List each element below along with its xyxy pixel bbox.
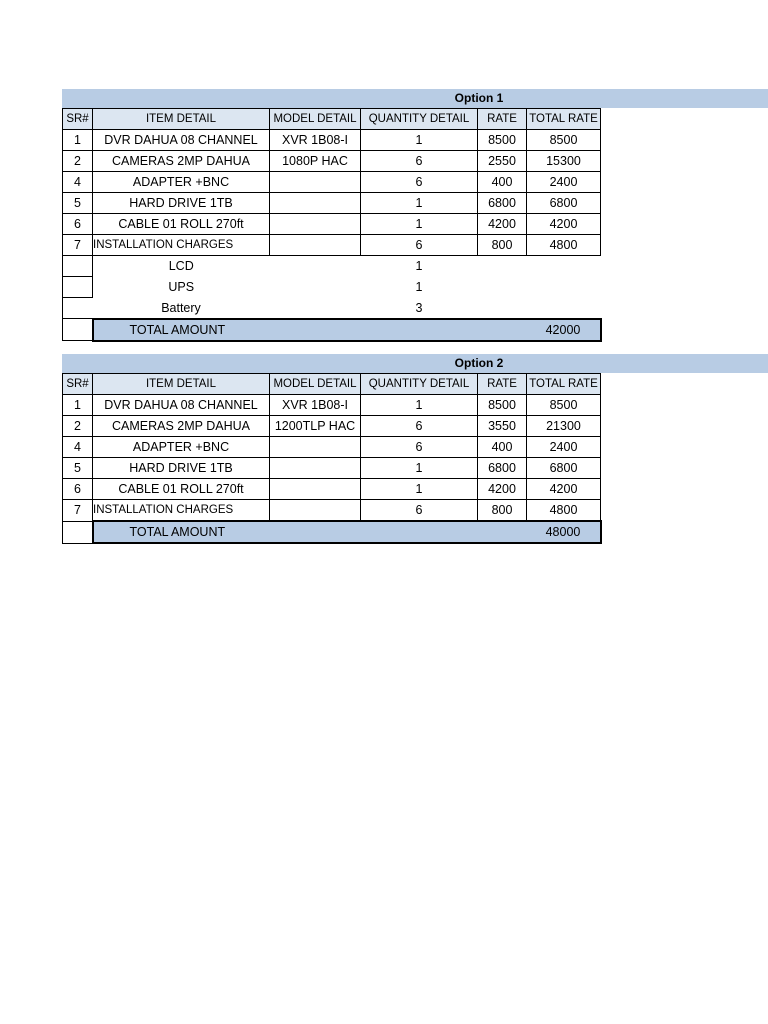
cell-total: 2400 <box>527 437 601 458</box>
cell-model <box>270 214 361 235</box>
cell-model: 1200TLP HAC <box>270 416 361 437</box>
cell-model <box>270 500 361 522</box>
cell-item: HARD DRIVE 1TB <box>93 458 270 479</box>
cell-item: DVR DAHUA 08 CHANNEL <box>93 130 270 151</box>
cell-item: INSTALLATION CHARGES <box>93 235 270 256</box>
cell-qty: 1 <box>361 395 478 416</box>
table-row <box>63 193 601 214</box>
table-header-row <box>63 374 601 395</box>
cell-rate: 400 <box>478 172 527 193</box>
cell-qty: 6 <box>361 437 478 458</box>
cell-total: 4200 <box>527 214 601 235</box>
cell-qty: 1 <box>361 214 478 235</box>
cell-total: 6800 <box>527 193 601 214</box>
cell-model <box>270 172 361 193</box>
header-sr: SR# <box>63 109 93 130</box>
cell-model <box>270 193 361 214</box>
total-row <box>63 319 601 341</box>
cell-empty <box>478 256 527 277</box>
header-item-detail: ITEM DETAIL <box>93 374 270 395</box>
cell-item: CAMERAS 2MP DAHUA <box>93 151 270 172</box>
cell-sr: 2 <box>63 416 93 437</box>
cell-rate: 800 <box>478 500 527 522</box>
cell-qty: 1 <box>415 280 423 294</box>
header-quantity-detail: QUANTITY DETAIL <box>361 109 478 130</box>
header-total-rate: TOTAL RATE <box>527 109 601 130</box>
cell-item: ADAPTER +BNC <box>93 172 270 193</box>
table-row <box>63 500 601 522</box>
cell-empty <box>527 298 601 319</box>
cell-sr-empty <box>63 277 93 298</box>
cell-rate: 3550 <box>478 416 527 437</box>
table-row <box>63 235 601 256</box>
cell-total: 4800 <box>527 500 601 522</box>
header-quantity-detail: QUANTITY DETAIL <box>361 374 478 395</box>
cell-model: XVR 1B08-I <box>270 130 361 151</box>
header-item-detail: ITEM DETAIL <box>93 109 270 130</box>
table-row <box>63 214 601 235</box>
header-rate: RATE <box>478 109 527 130</box>
cell-empty <box>527 256 601 277</box>
cell-item: LCD <box>168 259 194 274</box>
header-total-rate: TOTAL RATE <box>527 374 601 395</box>
extra-row <box>63 298 601 319</box>
cell-qty: 1 <box>361 458 478 479</box>
cell-qty: 3 <box>415 300 423 315</box>
option-1-header-band <box>62 89 768 108</box>
cell-total: 4800 <box>527 235 601 256</box>
cell-sr: 7 <box>63 235 93 256</box>
cell-qty: 1 <box>415 259 423 274</box>
option-2-table <box>62 373 602 544</box>
cell-rate: 4200 <box>478 479 527 500</box>
cell-rate: 6800 <box>478 458 527 479</box>
total-amount-label: TOTAL AMOUNT <box>93 319 478 341</box>
cell-sr: 6 <box>63 214 93 235</box>
cell-rate: 6800 <box>478 193 527 214</box>
cell-total: 8500 <box>527 395 601 416</box>
header-model-detail: MODEL DETAIL <box>270 374 361 395</box>
option-1-title: Option 1 <box>454 91 504 105</box>
cell-rate: 4200 <box>478 214 527 235</box>
cell-rate: 800 <box>478 235 527 256</box>
cell-item: CABLE 01 ROLL 270ft <box>93 214 270 235</box>
total-amount-label: TOTAL AMOUNT <box>93 521 478 543</box>
cell-qty: 1 <box>361 193 478 214</box>
cell-empty <box>478 521 527 543</box>
cell-total: 15300 <box>527 151 601 172</box>
cell-empty <box>478 298 527 319</box>
cell-qty: 6 <box>361 235 478 256</box>
cell-sr: 1 <box>63 130 93 151</box>
cell-qty: 1 <box>361 479 478 500</box>
cell-sr: 5 <box>63 458 93 479</box>
header-sr: SR# <box>63 374 93 395</box>
table-row <box>63 172 601 193</box>
header-model-detail: MODEL DETAIL <box>270 109 361 130</box>
cell-sr-empty <box>63 319 93 341</box>
cell-item: HARD DRIVE 1TB <box>93 193 270 214</box>
cell-sr: 1 <box>63 395 93 416</box>
cell-model <box>270 458 361 479</box>
total-amount-value: 42000 <box>527 319 601 341</box>
cell-empty <box>478 319 527 341</box>
cell-model <box>270 235 361 256</box>
option-1-table <box>62 108 602 342</box>
cell-rate: 400 <box>478 437 527 458</box>
cell-sr: 4 <box>63 437 93 458</box>
table-row <box>63 395 601 416</box>
cell-model-empty <box>270 256 361 277</box>
cell-item: CABLE 01 ROLL 270ft <box>93 479 270 500</box>
cell-item: DVR DAHUA 08 CHANNEL <box>93 395 270 416</box>
cell-qty: 1 <box>361 130 478 151</box>
table-row <box>63 437 601 458</box>
table-row <box>63 479 601 500</box>
table-row <box>63 151 601 172</box>
cell-item: Battery <box>161 300 201 315</box>
cell-total: 8500 <box>527 130 601 151</box>
cell-sr: 4 <box>63 172 93 193</box>
cell-empty <box>527 277 601 298</box>
cell-rate: 8500 <box>478 395 527 416</box>
cell-sr-empty <box>63 256 93 277</box>
cell-item: ADAPTER +BNC <box>93 437 270 458</box>
total-amount-value: 48000 <box>527 521 601 543</box>
cell-sr: 2 <box>63 151 93 172</box>
cell-sr: 5 <box>63 193 93 214</box>
cell-qty: 6 <box>361 172 478 193</box>
cell-total: 6800 <box>527 458 601 479</box>
cell-total: 21300 <box>527 416 601 437</box>
cell-rate: 8500 <box>478 130 527 151</box>
cell-sr: 7 <box>63 500 93 522</box>
cell-item: CAMERAS 2MP DAHUA <box>93 416 270 437</box>
option-2-header-band <box>62 354 768 373</box>
table-row <box>63 458 601 479</box>
cell-model-empty <box>270 277 361 298</box>
cell-sr-empty <box>63 298 93 319</box>
cell-total: 4200 <box>527 479 601 500</box>
header-rate: RATE <box>478 374 527 395</box>
cell-rate: 2550 <box>478 151 527 172</box>
cell-model-empty <box>270 298 361 319</box>
table-row <box>63 130 601 151</box>
table-header-row <box>63 109 601 130</box>
extra-row <box>63 277 601 298</box>
cell-item: INSTALLATION CHARGES <box>93 500 270 522</box>
cell-qty: 6 <box>361 416 478 437</box>
extra-row <box>63 256 601 277</box>
table-row <box>63 416 601 437</box>
cell-sr-empty <box>63 521 93 543</box>
cell-sr: 6 <box>63 479 93 500</box>
option-2-title: Option 2 <box>454 356 504 370</box>
cell-qty: 6 <box>361 151 478 172</box>
cell-model: XVR 1B08-I <box>270 395 361 416</box>
cell-model <box>270 479 361 500</box>
cell-item: UPS <box>168 280 195 294</box>
cell-empty <box>478 277 527 298</box>
cell-total: 2400 <box>527 172 601 193</box>
cell-model: 1080P HAC <box>270 151 361 172</box>
cell-qty: 6 <box>361 500 478 522</box>
cell-model <box>270 437 361 458</box>
total-row <box>63 521 601 543</box>
